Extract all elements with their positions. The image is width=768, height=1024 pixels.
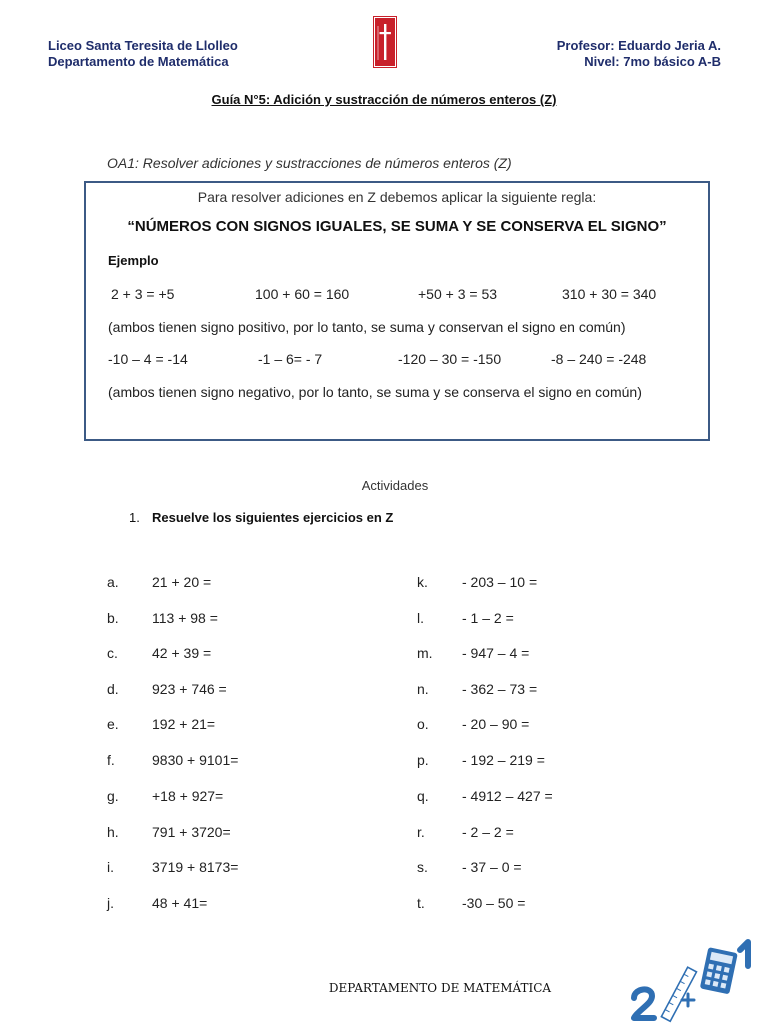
example-label: Ejemplo bbox=[108, 253, 159, 268]
exercise-expression: 192 + 21= bbox=[152, 716, 216, 732]
exercise-letter: b. bbox=[107, 610, 119, 626]
exercise-letter: f. bbox=[107, 752, 115, 768]
exercise-letter: h. bbox=[107, 824, 119, 840]
exercise-letter: l. bbox=[417, 610, 424, 626]
positive-note: (ambos tienen signo positivo, por lo tanto, se suma y conservan el signo en común) bbox=[108, 319, 626, 335]
exercise-letter: k. bbox=[417, 574, 428, 590]
math-symbols-icon bbox=[624, 936, 768, 1024]
exercise-expression: +18 + 927= bbox=[152, 788, 224, 804]
rule-intro: Para resolver adiciones en Z debemos aplicar la siguiente regla: bbox=[197, 189, 597, 205]
school-crest-icon bbox=[373, 16, 397, 68]
exercise-expression: 42 + 39 = bbox=[152, 645, 212, 661]
exercise-expression: - 4912 – 427 = bbox=[462, 788, 553, 804]
exercise-expression: 3719 + 8173= bbox=[152, 859, 239, 875]
exercise-letter: g. bbox=[107, 788, 119, 804]
exercise-expression: - 203 – 10 = bbox=[462, 574, 538, 590]
header-right bbox=[557, 38, 721, 70]
teacher-name: Profesor: Eduardo Jeria A. bbox=[556, 38, 721, 53]
page-title: Guía N°5: Adición y sustracción de números enteros (Z) bbox=[211, 92, 557, 107]
exercise-letter: q. bbox=[417, 788, 429, 804]
exercise-letter: s. bbox=[417, 859, 428, 875]
exercise-letter: p. bbox=[417, 752, 429, 768]
negative-example: -120 – 30 = -150 bbox=[398, 351, 502, 367]
negative-example: -8 – 240 = -248 bbox=[551, 351, 647, 367]
rule-box bbox=[84, 181, 710, 441]
school-name: Liceo Santa Teresita de Llolleo bbox=[48, 38, 238, 53]
negative-note: (ambos tienen signo negativo, por lo tanto, se suma y se conserva el signo en común) bbox=[108, 384, 642, 400]
exercise-letter: n. bbox=[417, 681, 429, 697]
exercise-expression: 48 + 41= bbox=[152, 895, 208, 911]
exercise-letter: m. bbox=[417, 645, 433, 661]
exercise-letter: j. bbox=[107, 895, 114, 911]
exercise-letter: e. bbox=[107, 716, 119, 732]
exercise-expression: 923 + 746 = bbox=[152, 681, 227, 697]
question-text: Resuelve los siguientes ejercicios en Z bbox=[152, 510, 394, 525]
footer-department: DEPARTAMENTO DE MATEMÁTICA bbox=[328, 981, 552, 995]
negative-example: -10 – 4 = -14 bbox=[108, 351, 188, 367]
exercise-letter: t. bbox=[417, 895, 425, 911]
exercise-expression: - 37 – 0 = bbox=[462, 859, 522, 875]
grade-level: Nivel: 7mo básico A-B bbox=[584, 54, 721, 69]
exercise-letter: c. bbox=[107, 645, 118, 661]
exercise-expression: - 20 – 90 = bbox=[462, 716, 530, 732]
positive-example: +50 + 3 = 53 bbox=[418, 286, 498, 302]
exercise-letter: o. bbox=[417, 716, 429, 732]
exercise-letter: i. bbox=[107, 859, 114, 875]
learning-objective: OA1: Resolver adiciones y sustracciones de números enteros (Z) bbox=[107, 155, 512, 171]
question-number: 1. bbox=[129, 510, 140, 525]
exercise-expression: 113 + 98 = bbox=[152, 610, 218, 626]
positive-example: 2 + 3 = +5 bbox=[111, 286, 175, 302]
exercise-expression: - 362 – 73 = bbox=[462, 681, 538, 697]
positive-example: 310 + 30 = 340 bbox=[562, 286, 657, 302]
exercise-letter: d. bbox=[107, 681, 119, 697]
rule-statement: “NÚMEROS CON SIGNOS IGUALES, SE SUMA Y SE CONSERVA EL SIGNO” bbox=[127, 218, 667, 235]
exercise-expression: 21 + 20 = bbox=[152, 574, 212, 590]
header-left bbox=[48, 38, 238, 70]
exercise-letter: a. bbox=[107, 574, 119, 590]
negative-example: -1 – 6= - 7 bbox=[258, 351, 323, 367]
exercise-expression: -30 – 50 = bbox=[462, 895, 526, 911]
department-name: Departamento de Matemática bbox=[48, 54, 229, 69]
positive-example: 100 + 60 = 160 bbox=[255, 286, 350, 302]
exercise-expression: - 1 – 2 = bbox=[462, 610, 514, 626]
activities-title: Actividades bbox=[361, 478, 429, 493]
exercise-letter: r. bbox=[417, 824, 425, 840]
exercise-expression: - 2 – 2 = bbox=[462, 824, 514, 840]
exercise-expression: 9830 + 9101= bbox=[152, 752, 239, 768]
exercise-expression: - 947 – 4 = bbox=[462, 645, 530, 661]
exercise-expression: - 192 – 219 = bbox=[462, 752, 545, 768]
exercise-expression: 791 + 3720= bbox=[152, 824, 231, 840]
